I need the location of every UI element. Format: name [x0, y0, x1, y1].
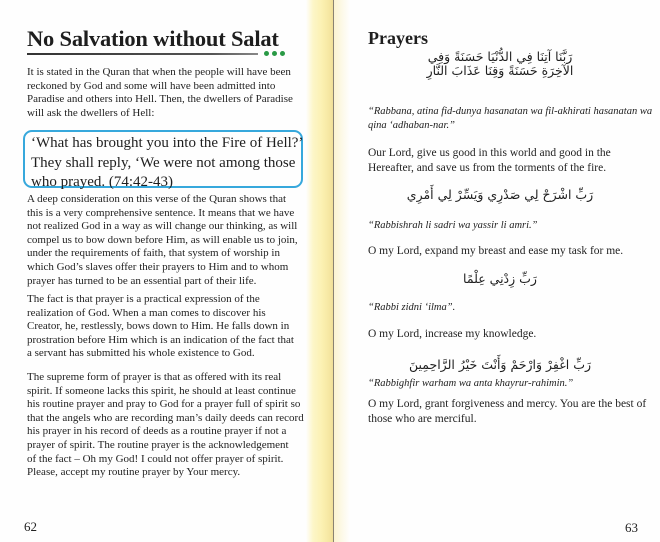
- text-line: that the angels who are recording man’s daily deeds can record: [27, 411, 304, 424]
- paragraph-2: [27, 193, 309, 288]
- dot-icon: [280, 51, 285, 56]
- transliteration-2: [368, 219, 658, 233]
- text-line: not realized God in a way as will change our thinking, as will: [27, 220, 298, 233]
- text-line: O my Lord, expand my breast and ease my task for me.: [368, 245, 624, 257]
- arabic-line: رَبِّ زِدْنِي عِلْمًا: [463, 271, 537, 286]
- translation-2: [368, 244, 658, 259]
- text-line: “Rabbana, atina fid-dunya hasanatan wa fil-akhirati hasanatan wa: [368, 106, 653, 117]
- text-line: this is a very comprehensive sentence. It means that we have: [27, 206, 295, 219]
- text-line: prayer of spirit. The routine prayer is the acknowledgement: [27, 438, 289, 451]
- quote-text: [31, 134, 303, 193]
- text-line: of the fact – Oh my God! I could not offer prayer of spirit.: [27, 452, 284, 465]
- translation-3: [368, 327, 658, 342]
- arabic-line: الآخِرَةِ حَسَنَةً وَقِنَا عَذَابَ النَّارِ: [426, 63, 574, 78]
- arabic-line: رَبِّ اغْفِرْ وَارْحَمْ وَأَنْتَ خَيْرُ الرَّاحِمِينَ: [408, 357, 592, 372]
- arabic-line: رَبَّنَا آتِنَا فِي الدُّنْيَا حَسَنَةً وَفِي: [427, 49, 573, 64]
- paragraph-3: [27, 293, 309, 361]
- text-line: O my Lord, grant forgiveness and mercy. You are the best of: [368, 398, 647, 410]
- translation-1: [368, 146, 658, 175]
- green-dots-ornament-icon: [264, 51, 285, 57]
- text-line: “Rabbishrah li sadri wa yassir li amri.”: [368, 220, 538, 231]
- text-line: realization of God. When a man comes to discover his: [27, 306, 266, 319]
- text-line: compel us to bow down before Him, as will enable us to join,: [27, 233, 298, 246]
- transliteration-4: [368, 377, 658, 391]
- text-line: O my Lord, increase my knowledge.: [368, 328, 537, 340]
- text-line: a servant has submitted his whole existence to God.: [27, 347, 255, 360]
- quote-line: ‘What has brought you into the Fire of Hell?’: [31, 135, 304, 151]
- arabic-prayer-4: [380, 357, 620, 373]
- text-line: A deep consideration on this verse of the Quran shows that: [27, 193, 287, 205]
- gutter-shade: [334, 0, 350, 542]
- text-line: Please, accept my routine prayer by Your mercy.: [27, 466, 241, 479]
- text-line: which God’s slaves offer their prayers to Him and to whom: [27, 260, 289, 273]
- arabic-prayer-2: [380, 187, 620, 203]
- arabic-prayer-1: [380, 50, 620, 78]
- text-line: “Rabbighfir warham wa anta khayrur-rahimin.”: [368, 378, 574, 389]
- text-line: those who are merciful.: [368, 412, 477, 425]
- intro-paragraph: [27, 66, 309, 120]
- text-line: will ask the dwellers of Hell:: [27, 106, 155, 119]
- quran-quote-callout: [23, 130, 303, 188]
- text-line: Our Lord, give us good in this world and good in the: [368, 147, 611, 159]
- transliteration-3: [368, 301, 658, 315]
- paragraph-4: [27, 371, 309, 480]
- text-line: It is stated in the Quran that when the people will have been: [27, 66, 291, 78]
- text-line: his routine prayer and pray to God for a prayer full of spirit so: [27, 398, 301, 411]
- dot-icon: [272, 51, 277, 56]
- quote-line: who prayed. (74:42-43): [31, 174, 174, 190]
- translation-4: [368, 397, 658, 426]
- text-line: “Rabbi zidni ‘ilma”.: [368, 302, 456, 313]
- text-line: qina ‘adhaban-nar.”: [368, 120, 455, 131]
- text-line: prostration before Him which is an indication of the fact that: [27, 333, 294, 346]
- arabic-prayer-3: [380, 271, 620, 287]
- section-title: Prayers: [368, 28, 428, 48]
- text-line: under the requirements of faith, that system of worship in: [27, 247, 280, 260]
- text-line: spirit. If someone lacks this spirit, he should at least continue: [27, 384, 296, 397]
- text-line: reckoned by God and some will have been admitted into: [27, 79, 276, 92]
- left-page: [0, 0, 310, 542]
- page-number-left: 62: [24, 519, 37, 534]
- text-line: Hereafter, and save us from the torments of the fire.: [368, 161, 607, 174]
- text-line: prayer has turned to be an essential part of their life.: [27, 274, 257, 287]
- text-line: Creator, he, restlessly, bows down to Him. He falls down in: [27, 320, 290, 333]
- text-line: Paradise and others into Hell. Then, the dwellers of Paradise: [27, 93, 293, 106]
- dot-icon: [264, 51, 269, 56]
- book-gutter: [306, 0, 334, 542]
- book-spine-line: [333, 0, 334, 542]
- arabic-line: رَبِّ اشْرَحْ لِي صَدْرِي وَيَسِّرْ لِي أَمْرِي: [406, 187, 594, 202]
- text-line: his prayer in his record of deeds as a routine prayer if not a: [27, 425, 287, 438]
- transliteration-1: [368, 105, 658, 133]
- title-underline: [27, 53, 258, 55]
- text-line: The fact is that prayer is a practical expression of the: [27, 293, 260, 305]
- chapter-title: No Salvation without Salat: [27, 26, 279, 51]
- quote-line: They shall reply, ‘We were not among those: [31, 154, 296, 171]
- page-number-right: 63: [625, 520, 638, 535]
- text-line: The supreme form of prayer is that as offered with its real: [27, 371, 282, 383]
